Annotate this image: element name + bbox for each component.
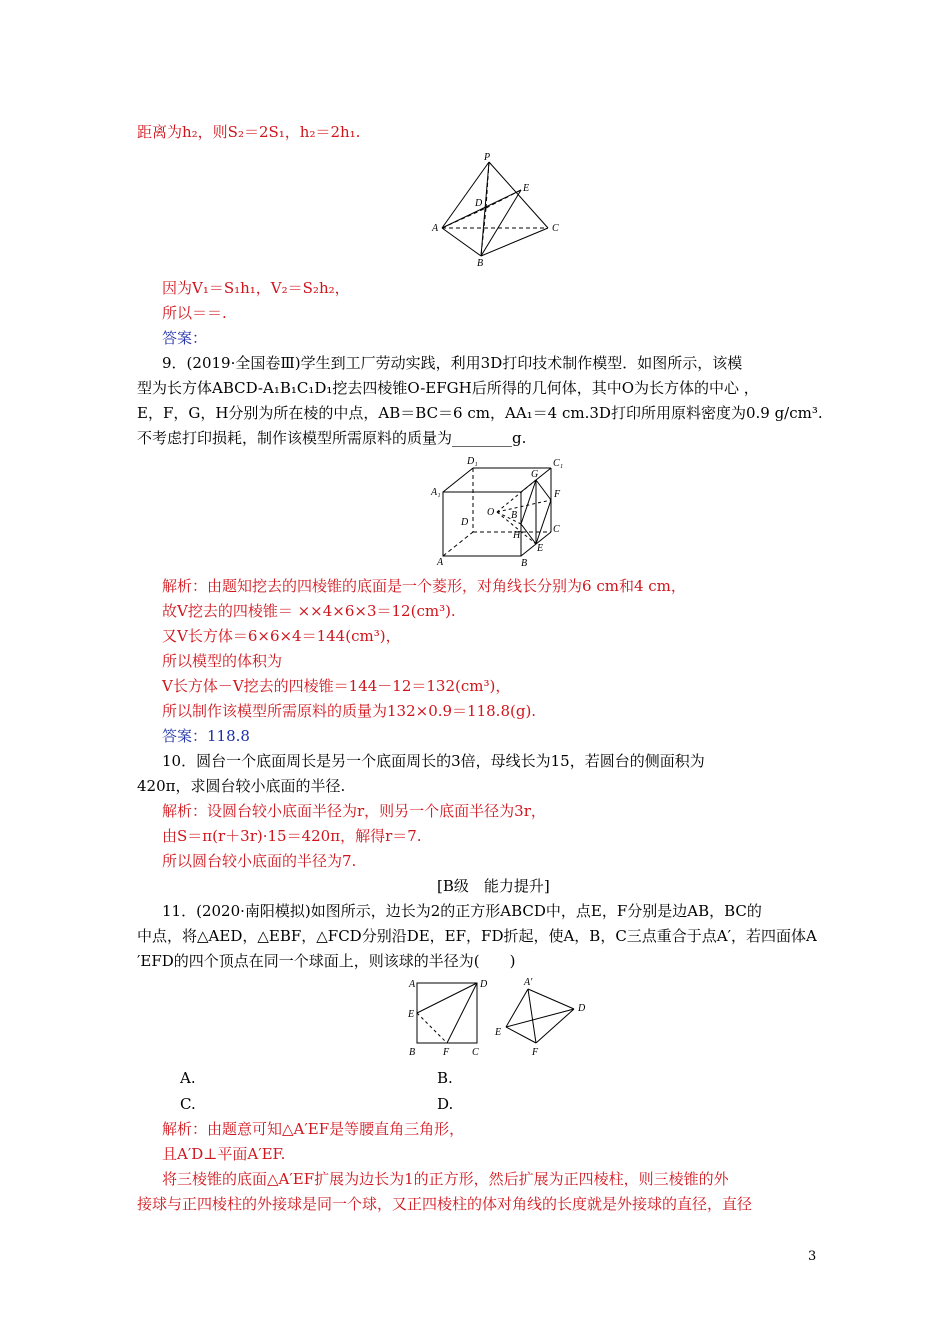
label-D: D — [578, 1003, 586, 1014]
solution-9-line: 所以制作该模型所需原料的质量为132×0.9＝118.8(g). — [162, 702, 537, 720]
option-d: D. — [437, 1095, 454, 1113]
solution-9-line: 又V长方体＝6×6×4＝144(cm³)， — [162, 627, 401, 645]
solution-10-line: 解析：设圆台较小底面半径为r，则另一个底面半径为3r， — [162, 802, 546, 820]
cuboid-figure — [425, 450, 575, 579]
solution-9-line: 解析：由题知挖去的四棱锥的底面是一个菱形，对角线长分别为6 cm和4 cm， — [162, 577, 686, 595]
label-D: D — [480, 979, 488, 990]
label-D: D — [475, 198, 483, 209]
solution-9-line: 故V挖去的四棱锥＝ ××4×6×3＝12(cm³). — [162, 602, 456, 620]
question-11-line: ′EFD的四个顶点在同一个球面上，则该球的半径为( ) — [137, 952, 516, 970]
label-E: E — [537, 543, 544, 554]
text-line: 因为V₁＝S₁h₁，V₂＝S₂h₂， — [162, 279, 350, 297]
label-O: O — [487, 507, 495, 518]
label-A1: A₁ — [431, 487, 441, 498]
label-D: D — [461, 517, 469, 528]
text-line: 所以＝＝. — [162, 304, 227, 322]
text-line: 距离为h₂，则S₂＝2S₁，h₂＝2h₁. — [137, 123, 361, 141]
solution-10-line: 由S＝π(r＋3r)·15＝420π，解得r＝7. — [162, 827, 422, 845]
label-E: E — [408, 1009, 415, 1020]
question-9-line: 9．(2019·全国卷Ⅲ)学生到工厂劳动实践，利用3D打印技术制作模型．如图所示，该模 — [162, 354, 743, 372]
label-B: B — [521, 558, 528, 569]
label-C: C — [552, 223, 559, 234]
section-heading: [B级 能力提升] — [437, 877, 550, 895]
answer-label: 答案： — [162, 329, 208, 347]
label-E: E — [495, 1027, 502, 1038]
label-C: C — [553, 524, 560, 535]
label-D1: D₁ — [467, 456, 478, 467]
square-figure — [400, 975, 490, 1064]
label-B: B — [477, 258, 484, 268]
tetrahedron-figure — [488, 975, 598, 1064]
label-E: E — [523, 183, 530, 194]
label-F: F — [443, 1047, 450, 1058]
label-A: A — [437, 557, 444, 568]
label-P: P — [484, 152, 491, 163]
label-B: B — [409, 1047, 416, 1058]
solution-11-line: 将三棱锥的底面△A′EF扩展为边长为1的正方形，然后扩展为正四棱柱，则三棱锥的外 — [162, 1170, 729, 1188]
question-11-line: 11．(2020·南阳模拟)如图所示，边长为2的正方形ABCD中，点E，F分别是边AB，BC的 — [162, 902, 762, 920]
question-9-line: 型为长方体ABCD-A₁B₁C₁D₁挖去四棱锥O-EFGH后所得的几何体，其中O为长方体的中心 ， — [137, 379, 759, 397]
page-number: 3 — [808, 1249, 817, 1264]
pyramid-figure — [420, 150, 580, 272]
label-A: A — [432, 223, 439, 234]
label-B1: B — [511, 510, 518, 521]
question-11-line: 中点，将△AED，△EBF，△FCD分别沿DE，EF，FD折起，使A，B，C三点重合于点A′，若四面体A — [137, 927, 817, 945]
solution-9-line: V长方体－V挖去的四棱锥＝144－12＝132(cm³)， — [162, 677, 511, 695]
label-F: F — [532, 1047, 539, 1058]
option-c: C. — [180, 1095, 196, 1113]
answer-9: 答案：118.8 — [162, 727, 250, 745]
label-H: H — [513, 530, 521, 541]
solution-9-line: 所以模型的体积为 — [162, 652, 283, 670]
question-9-line: E，F，G，H分别为所在棱的中点，AB＝BC＝6 cm，AA₁＝4 cm.3D打印所用原料密度为0.9 g/cm³. — [137, 404, 823, 422]
option-a: A. — [180, 1069, 196, 1087]
question-10-line: 420π，求圆台较小底面的半径. — [137, 777, 346, 795]
solution-11-line: 解析：由题意可知△A′EF是等腰直角三角形， — [162, 1120, 465, 1138]
solution-11-line: 且A′D⊥平面A′EF. — [162, 1145, 286, 1163]
label-C1: C₁ — [553, 458, 564, 469]
question-10-line: 10．圆台一个底面周长是另一个底面周长的3倍，母线长为15，若圆台的侧面积为 — [162, 752, 705, 770]
label-A: A — [409, 979, 416, 990]
solution-11-line: 接球与正四棱柱的外接球是同一个球，又正四棱柱的体对角线的长度就是外接球的直径，直径 — [137, 1195, 753, 1213]
label-A-prime: A′ — [524, 977, 533, 988]
label-G: G — [531, 469, 539, 480]
question-9-line: 不考虑打印损耗，制作该模型所需原料的质量为________g. — [137, 429, 527, 447]
option-b: B. — [437, 1069, 453, 1087]
solution-10-line: 所以圆台较小底面的半径为7. — [162, 852, 357, 870]
label-C: C — [472, 1047, 479, 1058]
label-F: F — [554, 489, 561, 500]
